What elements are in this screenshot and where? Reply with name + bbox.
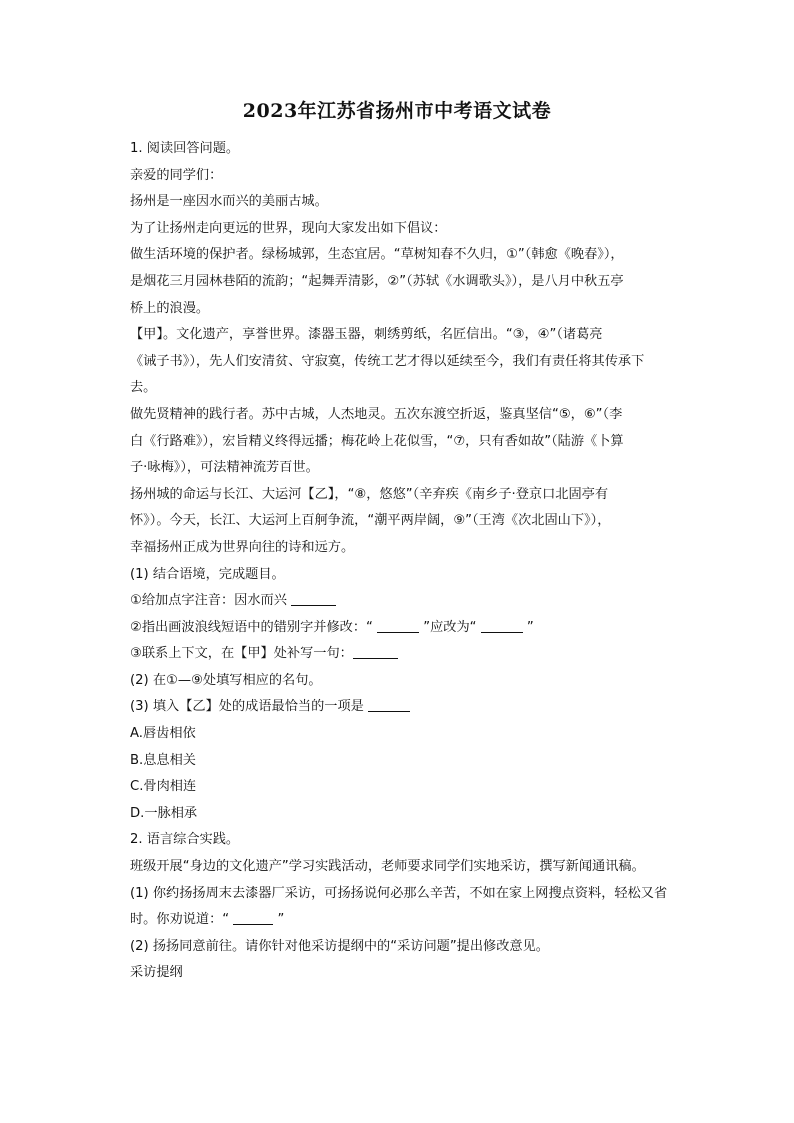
- sub-question-3: [130, 694, 696, 721]
- text-line: 是烟花三月园林巷陌的流韵；“起舞弄清影，②”（苏轼《水调歌头》），是八月中秋五亭: [130, 273, 624, 289]
- answer-blank[interactable]: [377, 618, 419, 633]
- document-body: [130, 136, 696, 987]
- text-line: 亲爱的同学们：: [130, 167, 223, 183]
- text-line: 班级开展“身边的文化遗产”学习实践活动，老师要求同学们实地采访，撰写新闻通讯稿。: [130, 859, 645, 875]
- typo-question-suffix: ”: [522, 619, 534, 635]
- fill-sentence-text: ③联系上下文，在【甲】处补写一句：: [130, 646, 353, 662]
- question-1-header: 1. 阅读回答问题。: [130, 141, 240, 156]
- fill-sentence-question: [130, 641, 696, 668]
- pinyin-question: [130, 588, 696, 615]
- text-line: 做先贤精神的践行者。苏中古城，人杰地灵。五次东渡空折返，鉴真坚信“⑤，⑥”（李: [130, 406, 623, 422]
- typo-question-middle: ”应改为“: [419, 619, 481, 635]
- option-c[interactable]: C.骨肉相连: [130, 779, 197, 795]
- text-line: 【甲】。文化遗产，享誉世界。漆器玉器，刺绣剪纸，名匠信出。“③，④”（诸葛亮: [130, 327, 603, 343]
- typo-question-prefix: ②指出画波浪线短语中的错别字并修改：“: [130, 619, 378, 635]
- text-line: 幸福扬州正成为世界向往的诗和远方。: [130, 539, 355, 555]
- answer-blank[interactable]: [481, 618, 523, 633]
- text-line: 子·咏梅》），可法精神流芳百世。: [130, 460, 319, 476]
- answer-blank[interactable]: [368, 697, 410, 712]
- text-line: 去。: [130, 380, 157, 396]
- answer-blank[interactable]: [233, 910, 273, 925]
- question-2-header: 2. 语言综合实践。: [130, 832, 240, 848]
- pinyin-question-text: ①给加点字注音：因水而兴: [130, 593, 292, 609]
- option-a[interactable]: A.唇齿相依: [130, 726, 196, 742]
- sub-question-2: (2) 在①—⑨处填写相应的名句。: [130, 672, 322, 688]
- text-line: 怀》）。今天，长江、大运河上百舸争流，“潮平两岸阔，⑨”（王湾《次北固山下》），: [130, 513, 611, 529]
- sub-question-3-text: (3) 填入【乙】处的成语最恰当的一项是: [130, 699, 369, 715]
- sub-question-1: (1) 结合语境，完成题目。: [130, 566, 285, 582]
- option-b[interactable]: B.息息相关: [130, 752, 196, 768]
- text-line: 《诫子书》），先人们安清贫、守寂寞，传统工艺才得以延续至今，我们有责任将其传承下: [130, 353, 645, 369]
- page-title: 2023年江苏省扬州市中考语文试卷: [242, 100, 552, 122]
- text-line: (1) 你约扬扬周末去漆器厂采访，可扬扬说何必那么辛苦，不如在家上网搜点资料，轻松又省: [130, 885, 668, 901]
- text-line: 桥上的浪漫。: [130, 300, 210, 316]
- option-d[interactable]: D.一脉相承: [130, 805, 198, 821]
- typo-question: [130, 615, 696, 642]
- text-line: (2) 扬扬同意前往。请你针对他采访提纲中的“采访问题”提出修改意见。: [130, 938, 549, 954]
- text-line: 白《行路难》），宏旨精义终得远播；梅花岭上花似雪，“⑦，只有香如故”（陆游《卜算: [130, 433, 624, 449]
- persuade-question-prefix: 时。你劝说道：“: [130, 912, 234, 928]
- text-line: 做生活环境的保护者。绿杨城郭，生态宜居。“草树知春不久归，①”（韩愈《晚春》），: [130, 247, 624, 263]
- text-line: 扬州是一座因水而兴的美丽古城。: [130, 194, 328, 210]
- answer-blank[interactable]: [353, 644, 398, 659]
- text-line: 扬州城的命运与长江、大运河【乙】，“⑧，悠悠”（辛弃疾《南乡子·登京口北固亭有: [130, 486, 609, 502]
- persuade-question-suffix: ”: [273, 912, 285, 928]
- persuade-question: [130, 907, 696, 934]
- text-line: 为了让扬州走向更远的世界，现向大家发出如下倡议：: [130, 220, 447, 236]
- answer-blank[interactable]: [291, 591, 336, 606]
- interview-outline-label: 采访提纲: [130, 965, 183, 981]
